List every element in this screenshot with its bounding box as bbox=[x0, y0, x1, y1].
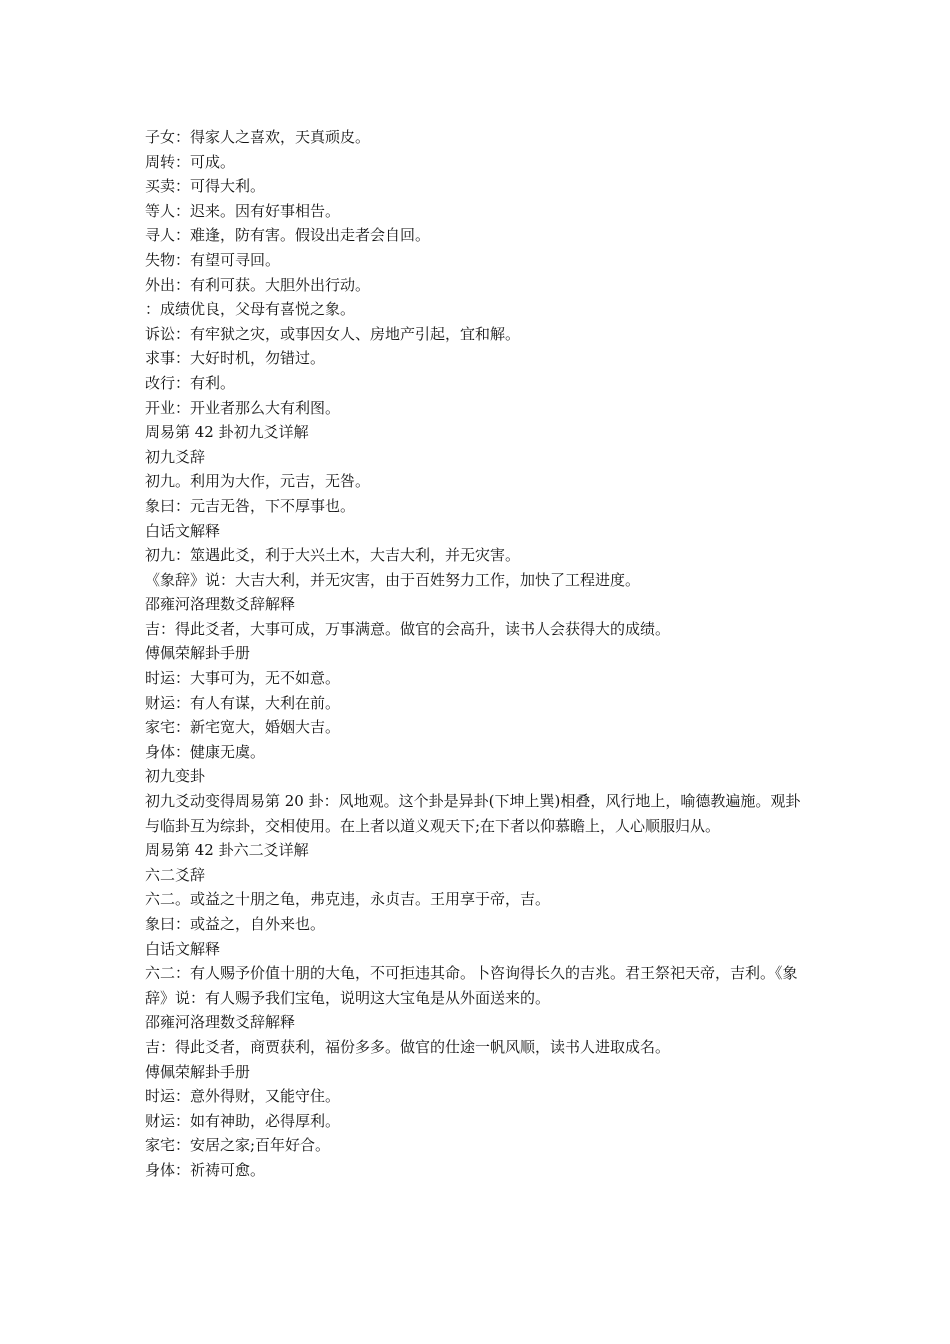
text-line: 诉讼：有牢狱之灾，或事因女人、房地产引起，宜和解。 bbox=[145, 324, 521, 343]
text-line: 买卖：可得大利。 bbox=[145, 177, 266, 196]
subsection-heading: 白话文解释 bbox=[145, 939, 221, 958]
text-line: 家宅：安居之家;百年好合。 bbox=[145, 1136, 331, 1155]
section-heading: 周易第 42 卦六二爻详解 bbox=[145, 841, 309, 860]
text-line: 家宅：新宅宽大，婚姻大吉。 bbox=[145, 718, 341, 737]
section-heading: 周易第 42 卦初九爻详解 bbox=[145, 423, 309, 442]
text-line: 周转：可成。 bbox=[145, 152, 236, 171]
text-line: 等人：迟来。因有好事相告。 bbox=[145, 201, 341, 220]
text-line: 《象辞》说：大吉大利，并无灾害，由于百姓努力工作，加快了工程进度。 bbox=[145, 570, 641, 589]
paragraph: 六二：有人赐予价值十朋的大龟，不可拒违其命。卜咨询得长久的吉兆。君王祭祀天帝，吉利。《象辞》说：有人赐予我们宝龟，说明这大宝龟是从外面送来的。 bbox=[145, 964, 798, 1007]
subsection-heading: 初九变卦 bbox=[145, 767, 206, 786]
subsection-heading: 傅佩荣解卦手册 bbox=[145, 644, 251, 663]
text-line: 身体：健康无虞。 bbox=[145, 742, 266, 761]
subsection-heading: 白话文解释 bbox=[145, 521, 221, 540]
text-line: 象曰：或益之，自外来也。 bbox=[145, 915, 326, 933]
text-line: 吉：得此爻者，大事可成，万事满意。做官的会高升，读书人会获得大的成绩。 bbox=[145, 619, 671, 638]
text-line: 开业：开业者那么大有利图。 bbox=[145, 398, 341, 417]
text-line: ：成绩优良，父母有喜悦之象。 bbox=[145, 300, 356, 319]
text-line: 失物：有望可寻回。 bbox=[145, 250, 281, 269]
text-line: 初九：筮遇此爻，利于大兴土木，大吉大利，并无灾害。 bbox=[145, 546, 521, 565]
subsection-heading: 六二爻辞 bbox=[145, 865, 206, 884]
subsection-heading: 傅佩荣解卦手册 bbox=[145, 1062, 251, 1081]
subsection-heading: 邵雍河洛理数爻辞解释 bbox=[145, 595, 296, 614]
text-line: 求事：大好时机，勿错过。 bbox=[145, 349, 326, 368]
paragraph: 初九爻动变得周易第 20 卦：风地观。这个卦是异卦(下坤上巽)相叠，风行地上，喻德教遍施。观卦与临卦互为综卦，交相使用。在上者以道义观天下;在下者以仰慕瞻上，人心顺服归从。 bbox=[145, 792, 801, 835]
text-line: 时运：大事可为，无不如意。 bbox=[145, 669, 341, 688]
text-line: 初九。利用为大作，元吉，无咎。 bbox=[145, 472, 371, 491]
text-line: 身体：祈祷可愈。 bbox=[145, 1160, 266, 1179]
text-line: 子女：得家人之喜欢，天真顽皮。 bbox=[145, 128, 371, 146]
subsection-heading: 邵雍河洛理数爻辞解释 bbox=[145, 1013, 296, 1032]
text-line: 象曰：元吉无咎，下不厚事也。 bbox=[145, 496, 356, 515]
text-line: 六二。或益之十朋之龟，弗克违，永贞吉。王用享于帝，吉。 bbox=[145, 890, 551, 909]
text-line: 吉：得此爻者，商贾获利，福份多多。做官的仕途一帆风顺，读书人进取成名。 bbox=[145, 1037, 671, 1056]
subsection-heading: 初九爻辞 bbox=[145, 447, 206, 466]
text-line: 财运：有人有谋，大利在前。 bbox=[145, 693, 341, 712]
text-line: 改行：有利。 bbox=[145, 373, 236, 392]
document-body bbox=[145, 125, 810, 1183]
text-line: 寻人：难逢，防有害。假设出走者会自回。 bbox=[145, 226, 431, 245]
text-line: 时运：意外得财，又能守住。 bbox=[145, 1087, 341, 1106]
text-line: 外出：有利可获。大胆外出行动。 bbox=[145, 275, 371, 294]
text-line: 财运：如有神助，必得厚利。 bbox=[145, 1111, 341, 1130]
